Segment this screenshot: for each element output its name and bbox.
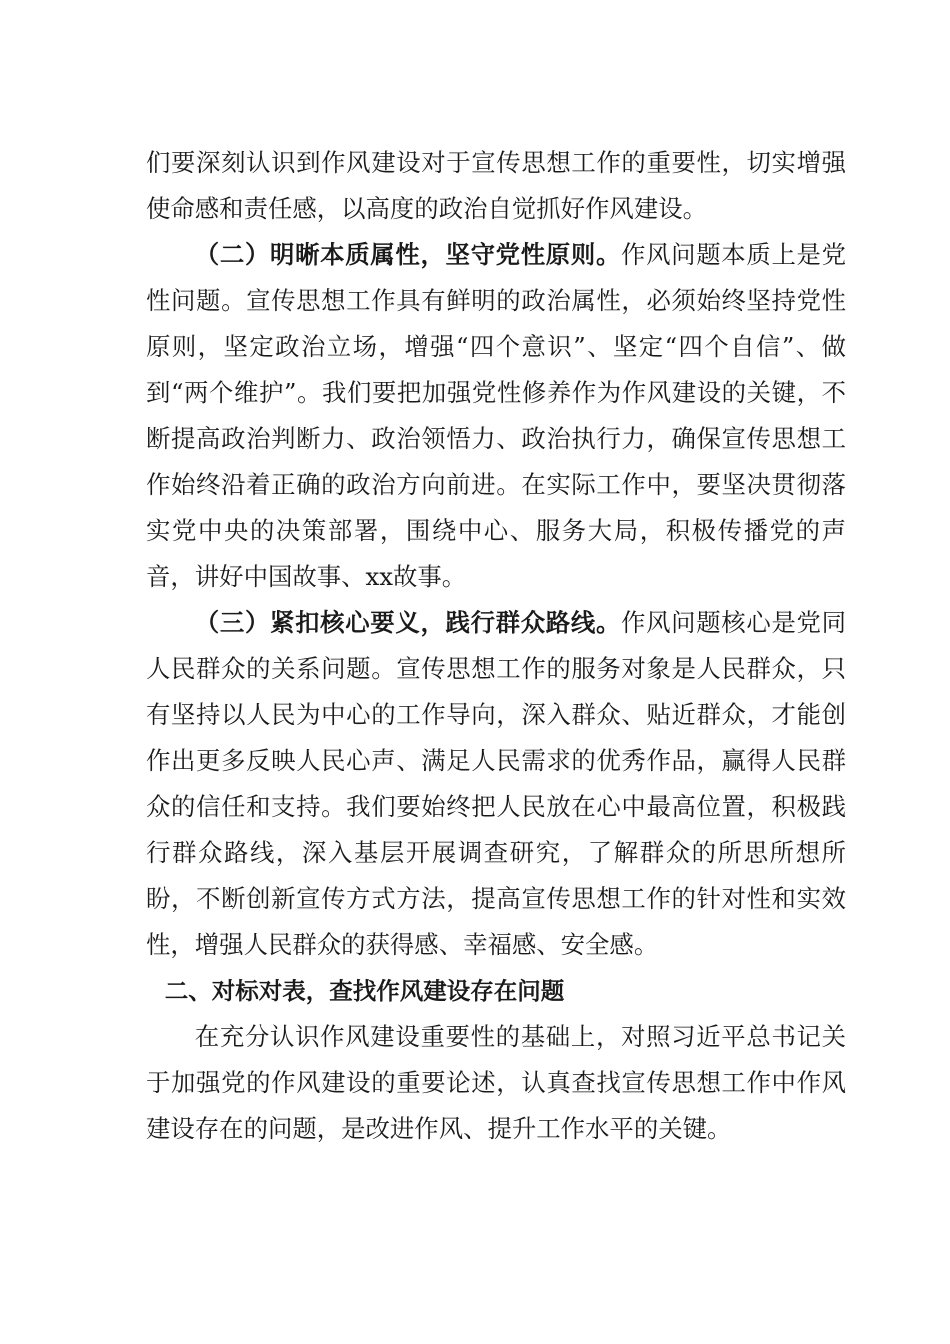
document-page xyxy=(146,140,846,1152)
section-2-title: （二）明晰本质属性，坚守党性原则。 xyxy=(194,240,622,269)
section-2-body: 作风问题本质上是党性问题。宣传思想工作具有鲜明的政治属性，必须始终坚持党性原则，坚定政治立场，增强“四个意识”、坚定“四个自信”、做到“两个维护”。我们要把加强党性修养作为作风建设的关键，不断提高政治判断力、政治领悟力、政治执行力，确保宣传思想工作始终沿着正确的政治方向前进。在实际工作中，要坚决贯彻落实党中央的决策部署，围绕中心、服务大局，积极传播党的声音，讲好中国故事、xx故事。 xyxy=(146,240,846,591)
paragraph-chapter-2-intro: 在充分认识作风建设重要性的基础上，对照习近平总书记关于加强党的作风建设的重要论述，认真查找宣传思想工作中作风建设存在的问题，是改进作风、提升工作水平的关键。 xyxy=(146,1022,846,1143)
paragraph-section-2 xyxy=(146,232,846,600)
paragraph-section-3 xyxy=(146,600,846,968)
chapter-heading-2: 二、对标对表，查找作风建设存在问题 xyxy=(164,977,565,1005)
section-3-body: 作风问题核心是党同人民群众的关系问题。宣传思想工作的服务对象是人民群众，只有坚持以人民为中心的工作导向，深入群众、贴近群众，才能创作出更多反映人民心声、满足人民需求的优秀作品，赢得人民群众的信任和支持。我们要始终把人民放在心中最高位置，积极践行群众路线，深入基层开展调查研究，了解群众的所思所想所盼，不断创新宣传方式方法，提高宣传思想工作的针对性和实效性，增强人民群众的获得感、幸福感、安全感。 xyxy=(146,608,846,959)
paragraph-continuation: 们要深刻认识到作风建设对于宣传思想工作的重要性，切实增强使命感和责任感，以高度的政治自觉抓好作风建设。 xyxy=(146,148,846,223)
section-3-title: （三）紧扣核心要义，践行群众路线。 xyxy=(194,608,622,637)
